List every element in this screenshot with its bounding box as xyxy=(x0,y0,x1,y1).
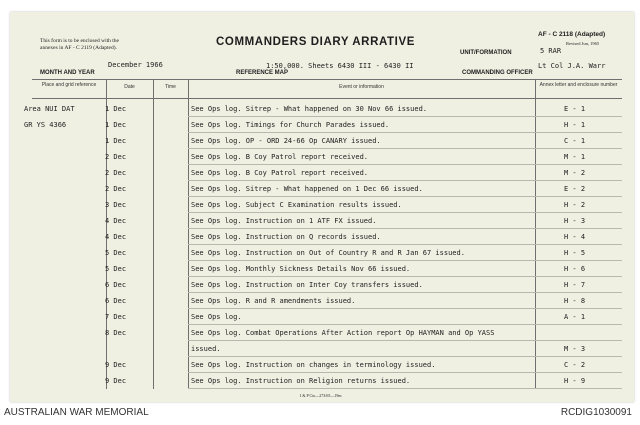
row-date: 5 Dec xyxy=(105,265,127,273)
row-rule xyxy=(188,260,622,261)
col-header-annex: Annex letter and enclosure number xyxy=(539,82,618,88)
row-annex: H - 4 xyxy=(564,233,586,241)
row-place: GR YS 4366 xyxy=(24,121,67,129)
row-rule xyxy=(188,244,622,245)
row-date: 2 Dec xyxy=(105,185,127,193)
row-annex: C - 2 xyxy=(564,361,586,369)
row-event: See Ops log. Instruction on Q records issued. xyxy=(191,233,381,241)
row-event: See Ops log. Instruction on Inter Coy transfers issued. xyxy=(191,281,423,289)
reference-map-label: REFERENCE MAP xyxy=(236,70,289,76)
row-date: 8 Dec xyxy=(105,329,127,337)
row-date: 1 Dec xyxy=(105,137,127,145)
row-date: 3 Dec xyxy=(105,201,127,209)
row-date: 7 Dec xyxy=(105,313,127,321)
row-annex: M - 2 xyxy=(564,169,586,177)
footer-id: RCDIG1030091 xyxy=(560,407,632,418)
row-event: See Ops log. xyxy=(191,313,242,321)
table-header-rule xyxy=(32,98,622,99)
row-rule xyxy=(188,180,622,181)
row-rule xyxy=(188,116,622,117)
row-date: 4 Dec xyxy=(105,233,127,241)
col-divider-event xyxy=(535,79,536,389)
row-rule xyxy=(188,148,622,149)
row-annex: C - 1 xyxy=(564,137,586,145)
row-event: See Ops log. Instruction on 1 ATF FX issued. xyxy=(191,217,377,225)
row-rule xyxy=(188,164,622,165)
row-date: 1 Dec xyxy=(105,121,127,129)
row-event: See Ops log. Instruction on Religion returns issued. xyxy=(191,377,411,385)
row-date: 1 Dec xyxy=(105,105,127,113)
row-rule xyxy=(188,388,622,389)
row-annex: E - 2 xyxy=(564,185,586,193)
row-annex: H - 6 xyxy=(564,265,586,273)
row-event: See Ops log. Instruction on Out of Country R and R Jan 67 issued. xyxy=(191,249,465,257)
row-annex: H - 9 xyxy=(564,377,586,385)
row-rule xyxy=(188,372,622,373)
row-event: See Ops log. Subject C Examination results issued. xyxy=(191,201,402,209)
row-event: issued. xyxy=(191,345,221,353)
row-rule xyxy=(188,356,622,357)
form-number: AF - C 2118 (Adapted) xyxy=(538,31,606,38)
row-event: See Ops log. B Coy Patrol report received. xyxy=(191,153,369,161)
row-rule xyxy=(188,308,622,309)
row-annex: H - 3 xyxy=(564,217,586,225)
row-event: See Ops log. Monthly Sickness Details Nov 66 issued. xyxy=(191,265,411,273)
row-event: See Ops log. R and R amendments issued. xyxy=(191,297,356,305)
row-rule xyxy=(188,212,622,213)
row-event: See Ops log. Sitrep - What happened on 30 Nov 66 issued. xyxy=(191,105,428,113)
row-date: 9 Dec xyxy=(105,377,127,385)
commanding-officer-label: COMMANDING OFFICER xyxy=(462,70,533,76)
row-event: See Ops log. Sitrep - What happened on 1 Dec 66 issued. xyxy=(191,185,423,193)
reference-map-value: 1:50,000. Sheets 6430 III - 6430 II xyxy=(266,62,414,70)
row-date: 9 Dec xyxy=(105,361,127,369)
enclosure-note-1: This form is to be enclosed with the xyxy=(40,38,119,44)
revised-date: Revised Jun, 1965 xyxy=(566,41,600,46)
row-rule xyxy=(188,276,622,277)
col-divider-time xyxy=(188,79,189,389)
row-annex: E - 1 xyxy=(564,105,586,113)
row-event: See Ops log. OP - ORD 24-66 Op CANARY issued. xyxy=(191,137,381,145)
row-annex: H - 1 xyxy=(564,121,586,129)
row-annex: M - 1 xyxy=(564,153,586,161)
col-header-date: Date xyxy=(124,84,135,90)
row-date: 4 Dec xyxy=(105,217,127,225)
row-rule xyxy=(188,132,622,133)
footer-credit: AUSTRALIAN WAR MEMORIAL xyxy=(4,407,149,418)
row-rule xyxy=(188,324,622,325)
row-annex: A - 1 xyxy=(564,313,586,321)
col-header-place: Place and grid reference xyxy=(41,82,97,88)
print-note: I & P Cto—273/65—19m xyxy=(300,393,342,398)
commanding-officer-value: Lt Col J.A. Warr xyxy=(538,62,606,70)
row-event: See Ops log. Timings for Church Parades issued. xyxy=(191,121,390,129)
row-date: 6 Dec xyxy=(105,281,127,289)
row-rule xyxy=(188,196,622,197)
row-date: 6 Dec xyxy=(105,297,127,305)
row-rule xyxy=(188,228,622,229)
table-top-rule xyxy=(32,79,622,80)
row-rule xyxy=(188,340,622,341)
row-annex: M - 3 xyxy=(564,345,586,353)
month-year-value: December 1966 xyxy=(108,61,163,69)
row-date: 5 Dec xyxy=(105,249,127,257)
row-date: 2 Dec xyxy=(105,169,127,177)
month-year-label: MONTH AND YEAR xyxy=(40,70,95,76)
row-event: See Ops log. B Coy Patrol report received. xyxy=(191,169,369,177)
col-divider-date xyxy=(153,79,154,389)
row-date: 2 Dec xyxy=(105,153,127,161)
unit-formation-value: 5 RAR xyxy=(540,47,562,55)
row-event: See Ops log. Combat Operations After Action report Op HAYMAN and Op YASS xyxy=(191,329,495,337)
row-annex: H - 2 xyxy=(564,201,586,209)
unit-formation-label: UNIT/FORMATION xyxy=(460,50,512,56)
row-event: See Ops log. Instruction on changes in terminology issued. xyxy=(191,361,436,369)
diary-sheet xyxy=(10,12,634,402)
page-title: COMMANDERS DIARY ARRATIVE xyxy=(216,36,416,48)
row-annex: H - 5 xyxy=(564,249,586,257)
row-annex: H - 7 xyxy=(564,281,586,289)
col-header-event: Event or information xyxy=(339,84,384,90)
row-place: Area NUI DAT xyxy=(24,105,75,113)
row-rule xyxy=(188,292,622,293)
col-header-time: Time xyxy=(165,84,176,90)
row-annex: H - 8 xyxy=(564,297,586,305)
enclosure-note-2: annexes in AF - C 2119 (Adapted). xyxy=(40,45,117,51)
